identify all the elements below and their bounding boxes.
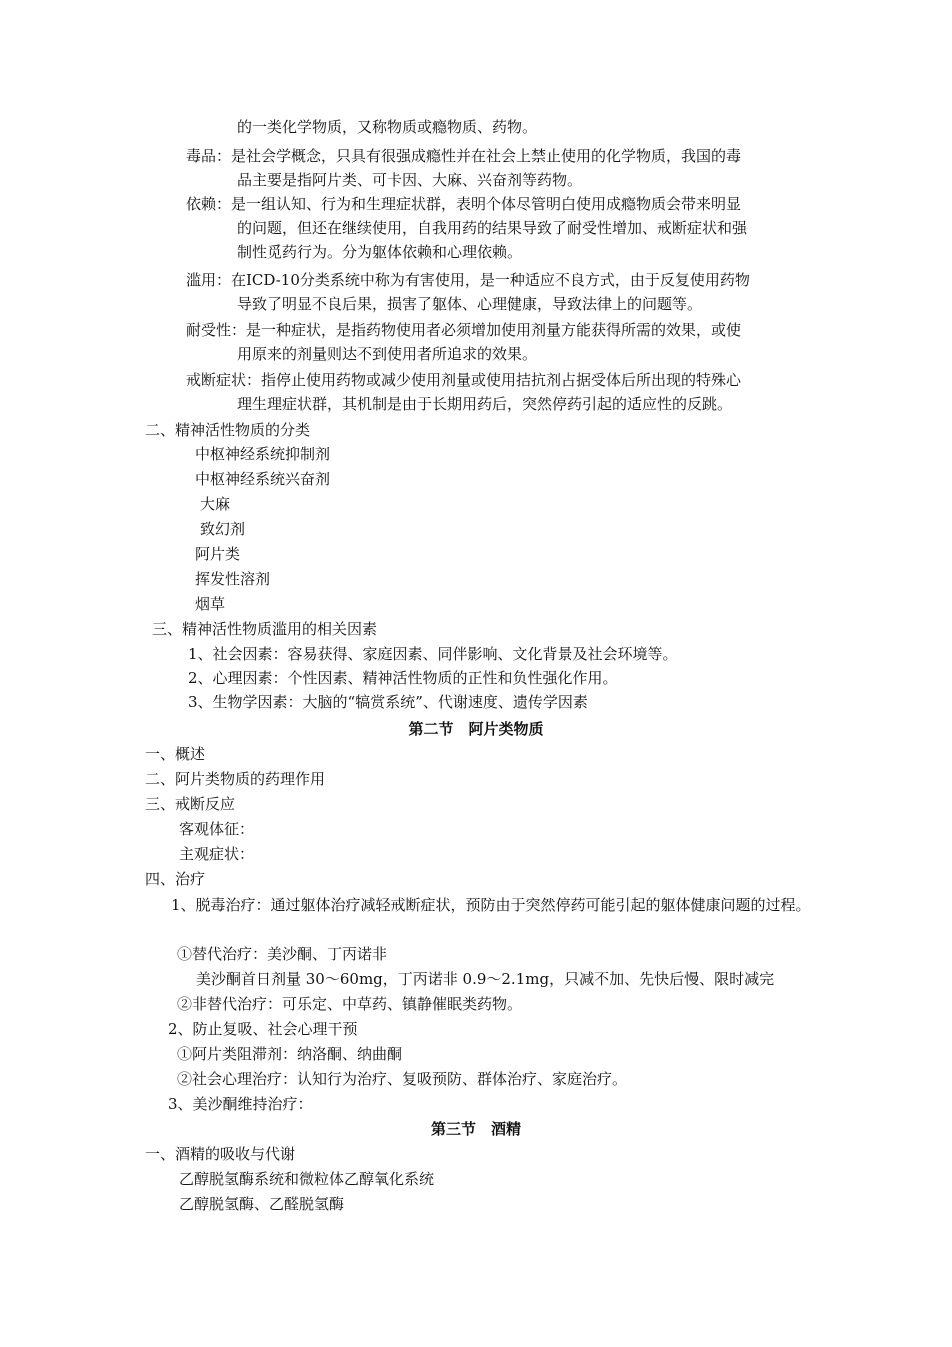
definition-naishou-cont: 用原来的剂量则达不到使用者所追求的效果。 — [237, 345, 538, 363]
withdrawal-subjective: 主观症状： — [179, 845, 255, 863]
section-2-title: 第二节 阿片类物质 — [408, 720, 544, 738]
section-2-withdrawal: 三、戒断反应 — [145, 795, 236, 813]
treatment-blocker: ①阿片类阻滞剂：纳洛酮、纳曲酮 — [177, 1045, 403, 1063]
definition-yilai-cont: 的问题，但还在继续使用，自我用药的结果导致了耐受性增加、戒断症状和强 — [237, 219, 748, 237]
factors-item: 3、生物学因素：大脑的“犒赏系统”、代谢速度、遗传学因素 — [188, 693, 588, 711]
definition-dupin: 毒品：是社会学概念，只具有很强成瘾性并在社会上禁止使用的化学物质，我国的毒 — [186, 147, 742, 165]
treatment-detox: 1、脱毒治疗：通过躯体治疗减轻戒断症状，预防由于突然停药可能引起的躯体健康问题的过程。 — [171, 896, 811, 914]
section-2-pharmacology: 二、阿片类物质的药理作用 — [145, 770, 326, 788]
classification-heading: 二、精神活性物质的分类 — [145, 421, 311, 439]
treatment-dose: 美沙酮首日剂量 30～60mg，丁丙诺非 0.9～2.1mg，只减不加、先快后慢、限时减完 — [196, 970, 775, 988]
classification-item: 挥发性溶剂 — [195, 570, 271, 588]
definition-yilai-cont2: 制性觅药行为。分为躯体依赖和心理依赖。 — [237, 243, 523, 261]
factors-heading: 三、精神活性物质滥用的相关因素 — [152, 620, 378, 638]
definition-jieduan: 戒断症状：指停止使用药物或减少使用剂量或使用拮抗剂占据受体后所出现的特殊心 — [186, 371, 742, 389]
definition-yilai: 依赖：是一组认知、行为和生理症状群，表明个体尽管明白使用成瘾物质会带来明显 — [186, 195, 742, 213]
section-2-treatment: 四、治疗 — [145, 870, 206, 888]
definition-lanyong-cont: 导致了明显不良后果，损害了躯体、心理健康，导致法律上的问题等。 — [237, 295, 703, 313]
treatment-maintenance: 3、美沙酮维持治疗： — [168, 1095, 313, 1113]
classification-item: 致幻剂 — [200, 520, 246, 538]
section-3-line: 乙醇脱氢酶系统和微粒体乙醇氧化系统 — [179, 1170, 435, 1188]
section-3-title: 第三节 酒精 — [430, 1120, 521, 1138]
section-3-absorption: 一、酒精的吸收与代谢 — [145, 1145, 296, 1163]
treatment-substitute: ①替代治疗：美沙酮、丁丙诺非 — [177, 945, 388, 963]
withdrawal-objective: 客观体征： — [179, 820, 255, 838]
classification-item: 烟草 — [195, 595, 226, 613]
classification-item: 阿片类 — [195, 545, 241, 563]
definition-lanyong: 滥用：在ICD-10分类系统中称为有害使用，是一种适应不良方式，由于反复使用药物 — [186, 271, 750, 289]
treatment-relapse: 2、防止复吸、社会心理干预 — [168, 1020, 358, 1038]
classification-item: 中枢神经系统抑制剂 — [195, 445, 331, 463]
section-2-overview: 一、概述 — [145, 745, 206, 763]
section-3-line: 乙醇脱氢酶、乙醛脱氢酶 — [179, 1195, 345, 1213]
definition-jieduan-cont: 理生理症状群，其机制是由于长期用药后，突然停药引起的适应性的反跳。 — [237, 395, 733, 413]
treatment-non-substitute: ②非替代治疗：可乐定、中草药、镇静催眠类药物。 — [177, 995, 523, 1013]
treatment-psychosocial: ②社会心理治疗：认知行为治疗、复吸预防、群体治疗、家庭治疗。 — [177, 1070, 628, 1088]
classification-item: 大麻 — [200, 495, 231, 513]
definition-dupin-cont: 品主要是指阿片类、可卡因、大麻、兴奋剂等药物。 — [237, 171, 583, 189]
factors-item: 2、心理因素：个性因素、精神活性物质的正性和负性强化作用。 — [188, 669, 618, 687]
definition-naishou: 耐受性：是一种症状，是指药物使用者必须增加使用剂量方能获得所需的效果，或使 — [186, 321, 742, 339]
definition-continuation: 的一类化学物质，又称物质或瘾物质、药物。 — [237, 118, 538, 136]
factors-item: 1、社会因素：容易获得、家庭因素、同伴影响、文化背景及社会环境等。 — [188, 645, 678, 663]
classification-item: 中枢神经系统兴奋剂 — [195, 470, 331, 488]
